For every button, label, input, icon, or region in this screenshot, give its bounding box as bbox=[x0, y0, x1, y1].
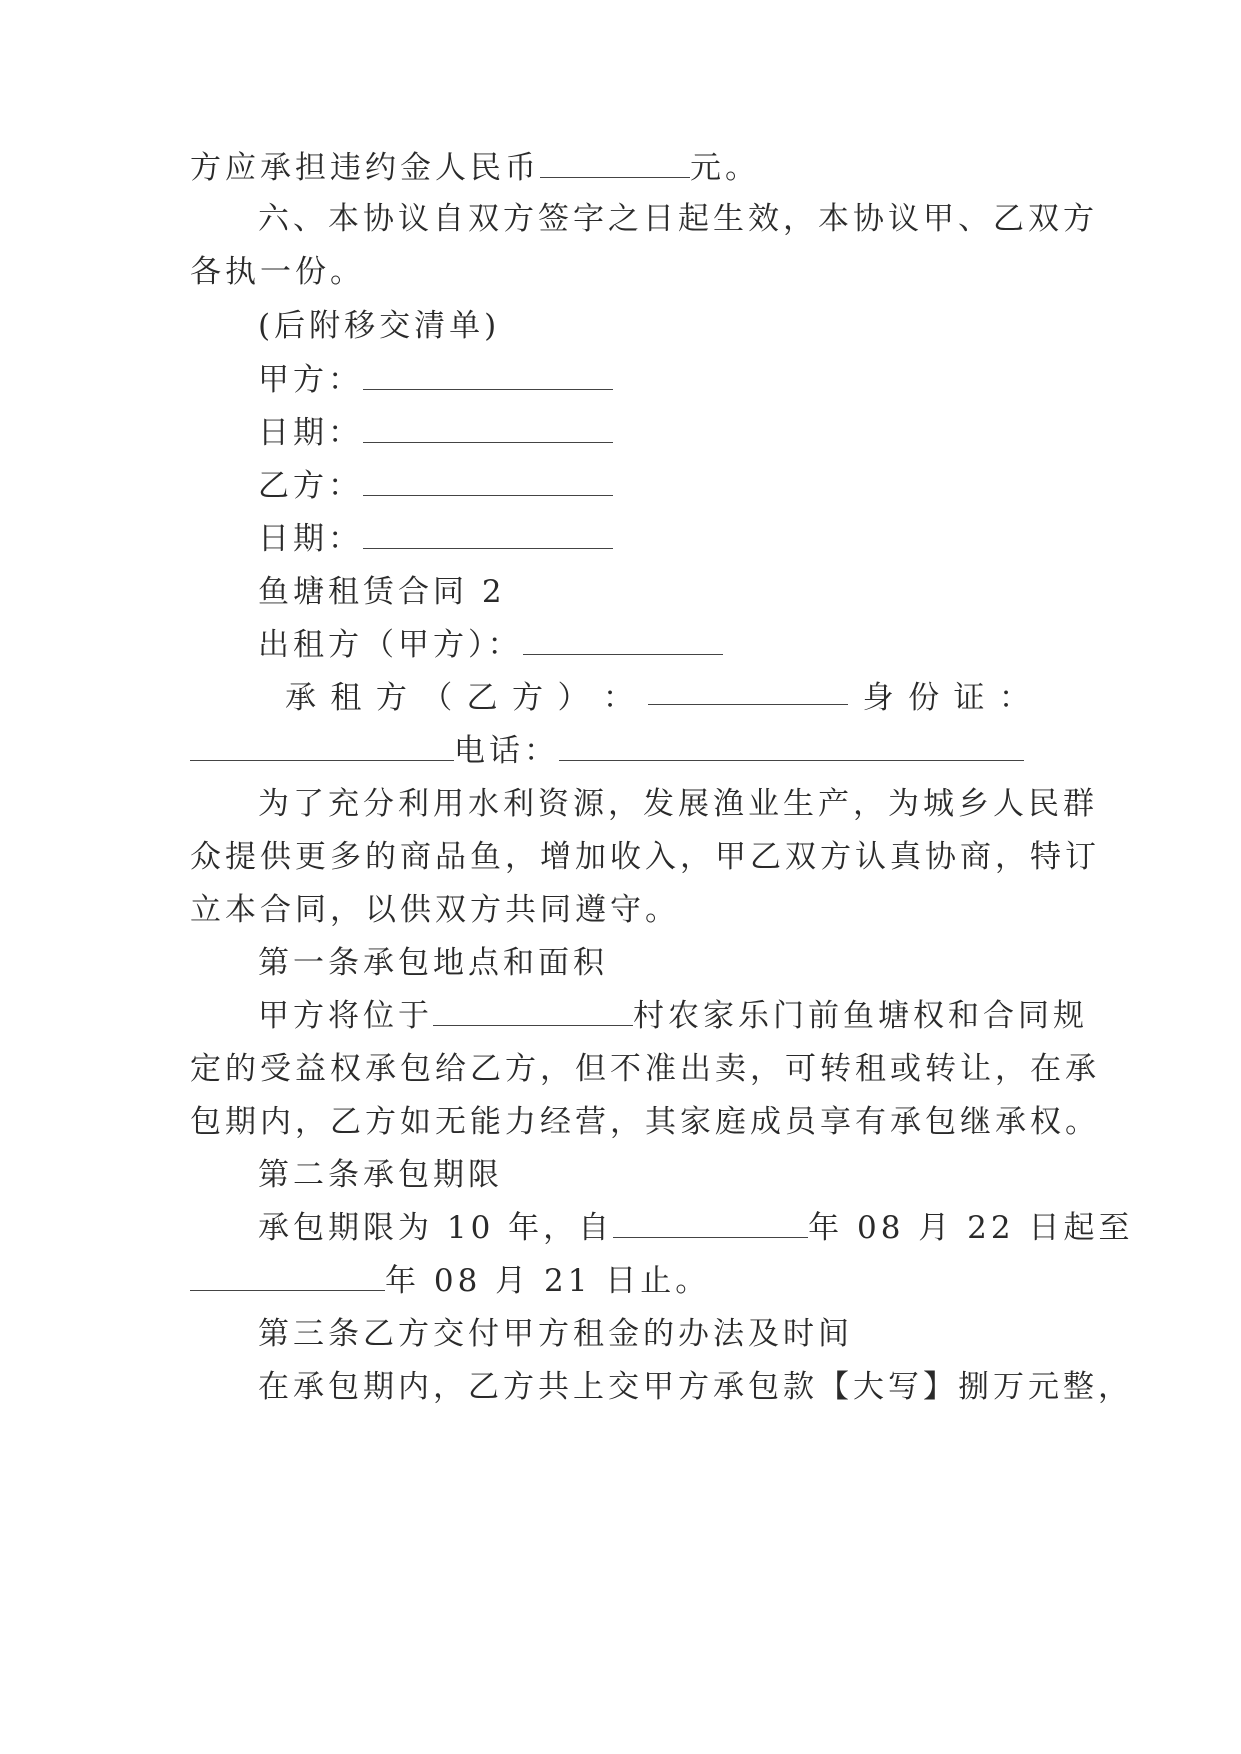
article-two-heading: 第二条承包期限 bbox=[258, 1157, 503, 1193]
party-a-date-line bbox=[258, 413, 1128, 453]
lessee-char: ） bbox=[557, 680, 589, 716]
lessee-char: ： bbox=[602, 680, 634, 716]
lessor-blank[interactable] bbox=[523, 628, 723, 655]
lessee-char: 乙 bbox=[466, 680, 498, 716]
term-text-b: 年 08 月 22 日起至 bbox=[808, 1210, 1134, 1246]
party-a-signature-line bbox=[258, 360, 1128, 400]
phone-blank[interactable] bbox=[559, 734, 1024, 761]
penalty-unit: 元。 bbox=[690, 150, 760, 186]
id-label-char: 份 bbox=[908, 680, 940, 716]
party-b-signature-line bbox=[258, 466, 1128, 506]
phone-label: 电话： bbox=[454, 733, 559, 769]
article-two-line2 bbox=[190, 1261, 1060, 1301]
lessor-line bbox=[258, 625, 1128, 665]
article-one-line2: 定的受益权承包给乙方，但不准出卖，可转租或转让，在承 bbox=[190, 1051, 1100, 1087]
article-one-heading: 第一条承包地点和面积 bbox=[258, 945, 608, 981]
party-a-label: 甲方： bbox=[258, 362, 363, 398]
party-b-signature-blank[interactable] bbox=[363, 469, 613, 496]
party-b-date-label: 日期： bbox=[258, 521, 363, 557]
lessee-char: 租 bbox=[330, 680, 362, 716]
id-label-char: ： bbox=[998, 680, 1030, 716]
id-label-char: 证 bbox=[953, 680, 985, 716]
article-one-line3: 包期内，乙方如无能力经营，其家庭成员享有承包继承权。 bbox=[190, 1104, 1100, 1140]
contract-title: 鱼塘租赁合同 2 bbox=[258, 574, 506, 610]
preamble-line1: 为了充分利用水利资源，发展渔业生产，为城乡人民群 bbox=[258, 786, 1098, 822]
lessor-label: 出租方（甲方）： bbox=[258, 627, 523, 663]
start-year-blank[interactable] bbox=[613, 1211, 808, 1238]
lessee-line bbox=[285, 678, 1030, 718]
term-text-c: 年 08 月 21 日止。 bbox=[385, 1263, 711, 1299]
lessee-char: （ bbox=[421, 680, 453, 716]
preamble-line3: 立本合同，以供双方共同遵守。 bbox=[190, 892, 680, 928]
lessee-char: 方 bbox=[375, 680, 407, 716]
lessee-blank[interactable] bbox=[648, 678, 848, 705]
term-text-a: 承包期限为 10 年，自 bbox=[258, 1210, 614, 1246]
clause-six-line2: 各执一份。 bbox=[190, 254, 365, 290]
penalty-text: 方应承担违约金人民币 bbox=[190, 150, 540, 186]
id-label-char: 身 bbox=[862, 680, 894, 716]
party-a-date-blank[interactable] bbox=[363, 416, 613, 443]
article-two-line1 bbox=[258, 1208, 1134, 1248]
party-b-date-blank[interactable] bbox=[363, 522, 613, 549]
clause-six-line1: 六、本协议自双方签字之日起生效，本协议甲、乙双方 bbox=[258, 201, 1098, 237]
party-a-date-label: 日期： bbox=[258, 415, 363, 451]
preamble-line2: 众提供更多的商品鱼，增加收入，甲乙双方认真协商，特订 bbox=[190, 839, 1100, 875]
party-b-label: 乙方： bbox=[258, 468, 363, 504]
lessee-char: 承 bbox=[285, 680, 316, 716]
id-phone-line bbox=[190, 731, 1060, 771]
article-one-text-a: 甲方将位于 bbox=[258, 998, 433, 1034]
article-three-line1: 在承包期内，乙方共上交甲方承包款【大写】捌万元整， bbox=[258, 1369, 1133, 1405]
penalty-line bbox=[190, 148, 1060, 188]
attachment-note: (后附移交清单) bbox=[258, 308, 501, 344]
lessee-char: 方 bbox=[512, 680, 544, 716]
party-a-signature-blank[interactable] bbox=[363, 363, 613, 390]
village-blank[interactable] bbox=[433, 999, 633, 1026]
party-b-date-line bbox=[258, 519, 1128, 559]
penalty-amount-blank[interactable] bbox=[540, 151, 690, 178]
article-one-text-b: 村农家乐门前鱼塘权和合同规 bbox=[633, 998, 1088, 1034]
id-number-blank[interactable] bbox=[190, 734, 454, 761]
article-one-line1 bbox=[258, 996, 1128, 1036]
article-three-heading: 第三条乙方交付甲方租金的办法及时间 bbox=[258, 1316, 853, 1352]
end-year-blank[interactable] bbox=[190, 1264, 385, 1291]
